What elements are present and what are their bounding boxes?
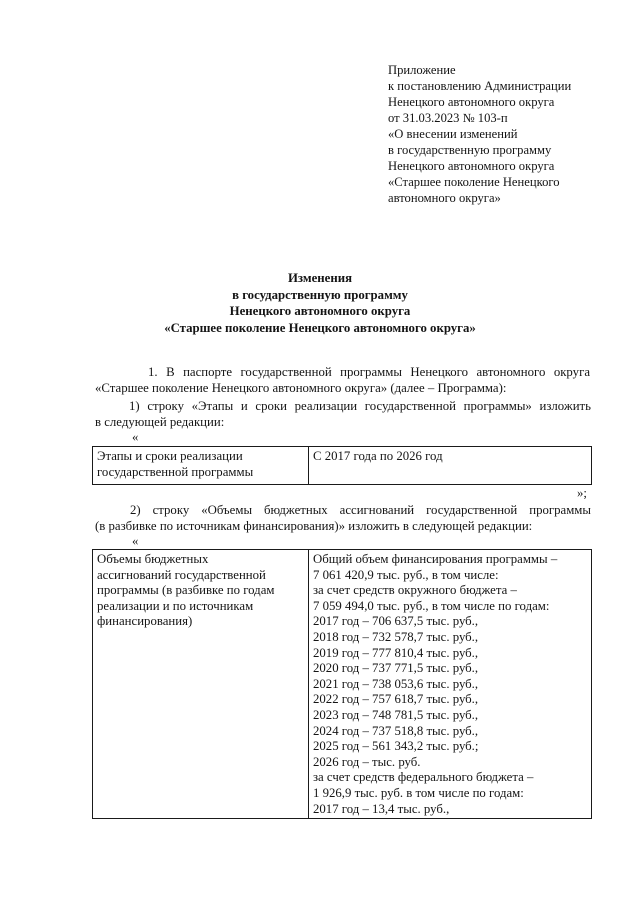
appendix-line: Ненецкого автономного округа (388, 95, 555, 109)
appendix-header (388, 62, 571, 206)
table-budget (92, 549, 592, 819)
table-stages (92, 446, 592, 485)
item1-line2: «Старшее поколение Ненецкого автономного округа» (далее – Программа): (95, 381, 507, 395)
appendix-line: от 31.03.2023 № 103-п (388, 111, 508, 125)
sub1-line1: 1) строку «Этапы и сроки реализации государственной программы» изложить (129, 399, 591, 413)
title-line: Изменения (287, 271, 353, 285)
title-line: в государственную программу (232, 287, 408, 302)
appendix-line: «О внесении изменений (388, 127, 518, 141)
sub2-line2: (в разбивке по источникам финансирования)» изложить в следующей редакции: (95, 519, 533, 533)
table-row (93, 447, 592, 485)
table-row (93, 550, 592, 819)
table-cell-label: Объемы бюджетных ассигнований государственной программы (в разбивке по годам реализации и по источникам финансирования) (93, 550, 309, 819)
table-cell-label: Этапы и сроки реализации государственной программы (93, 447, 309, 485)
appendix-line: Ненецкого автономного округа (388, 159, 555, 173)
table-cell-value: Общий объем финансирования программы – 7 061 420,9 тыс. руб., в том числе: за счет средств окружного бюджета – 7 059 494,0 тыс. руб., в том числе по годам: 2017 год – 706 637,5 тыс. руб., 2018 год – 732 578,7 тыс. руб., 2019 год – 777 810,4 тыс. руб., 2020 год – 737 771,5 тыс. руб., 2021 год – 738 053,6 тыс. руб., 2022 год – 757 618,7 тыс. руб., 2023 год – 748 781,5 тыс. руб., 2024 год – 737 518,8 тыс. руб., 2025 год – 561 343,2 тыс. руб.; 2026 год – тыс. руб. за счет средств федерального бюджета – 1 926,9 тыс. руб. в том числе по годам: 2017 год – 13,4 тыс. руб., (309, 550, 592, 819)
quote-open-1: « (132, 430, 139, 444)
document-title (0, 270, 640, 336)
appendix-line: автономного округа» (388, 191, 501, 205)
sub1-line2: в следующей редакции: (95, 415, 225, 429)
quote-open-2: « (132, 534, 139, 548)
quote-close-1: »; (577, 486, 587, 500)
item1-line1: 1. В паспорте государственной программы Ненецкого автономного округа (148, 365, 590, 379)
appendix-line: к постановлению Администрации (388, 79, 572, 93)
title-line: Ненецкого автономного округа (229, 304, 411, 318)
appendix-line: в государственную программу (388, 143, 552, 157)
appendix-line: «Старшее поколение Ненецкого (388, 175, 560, 189)
title-line: «Старшее поколение Ненецкого автономного округа» (164, 320, 476, 335)
appendix-line: Приложение (388, 63, 456, 77)
table-cell-value: С 2017 года по 2026 год (309, 447, 592, 485)
sub2-line1: 2) строку «Объемы бюджетных ассигнований государственной программы (130, 503, 591, 517)
